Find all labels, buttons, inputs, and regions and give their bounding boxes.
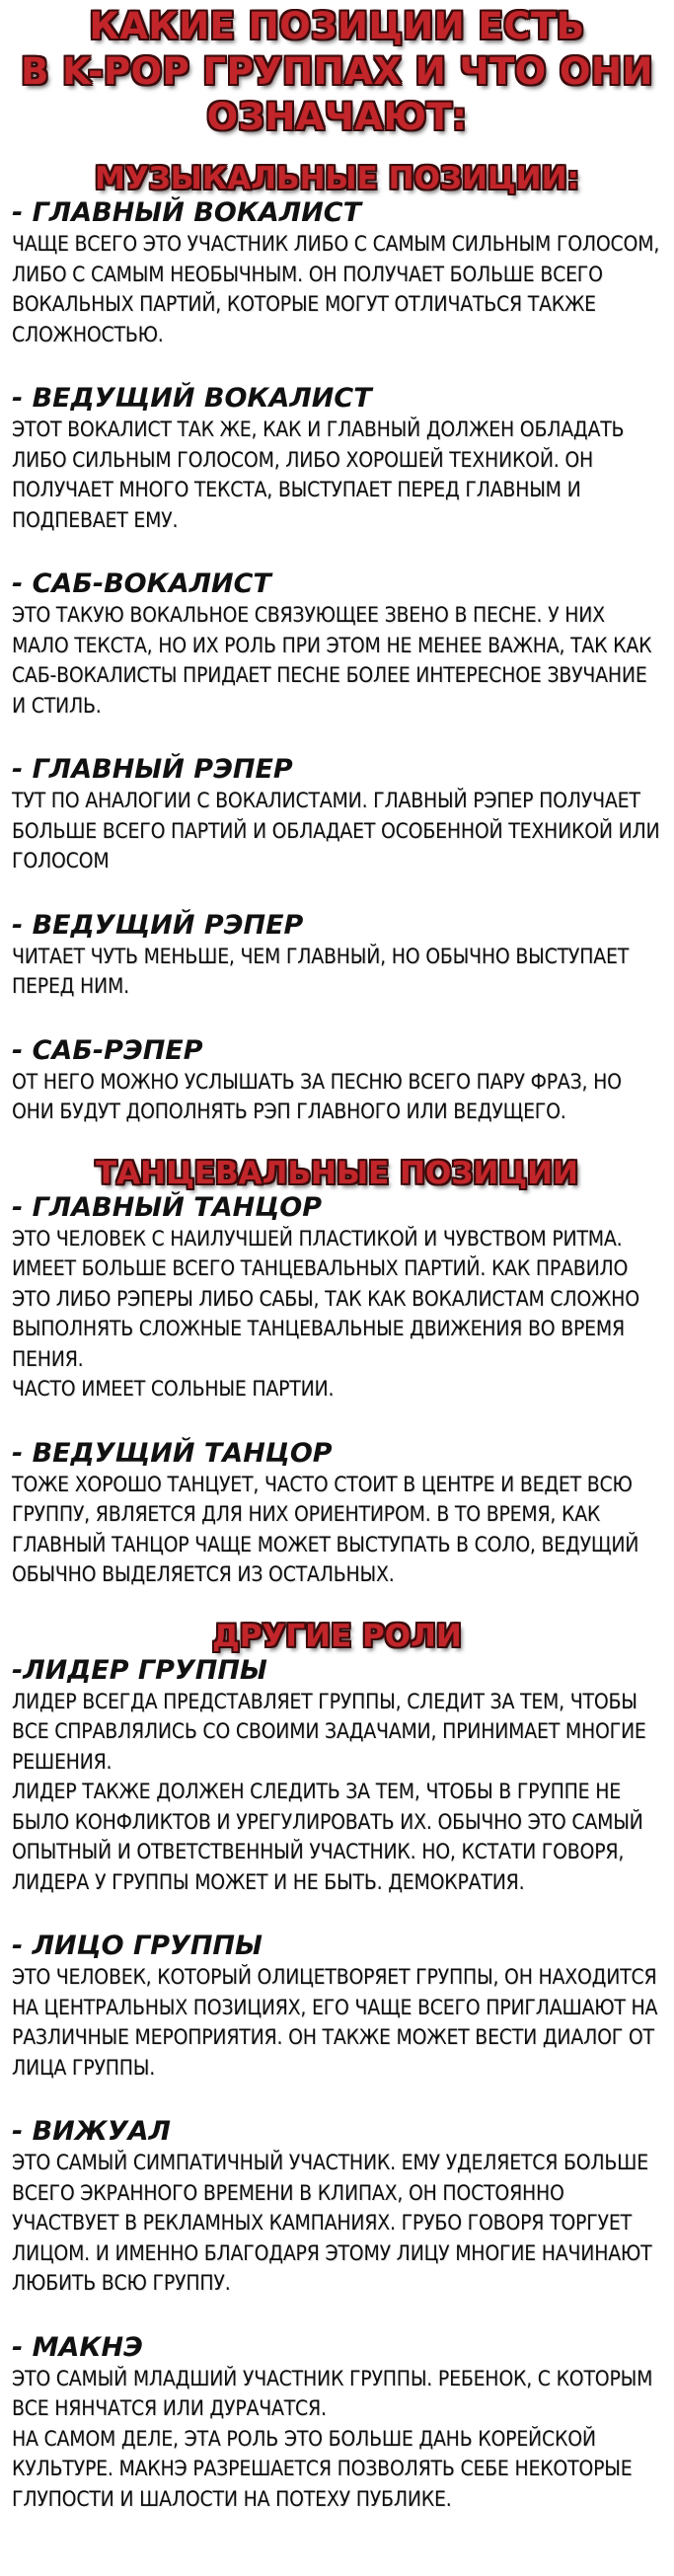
role-block — [12, 1931, 662, 2083]
role-paragraph: ЭТО ЧЕЛОВЕК, КОТОРЫЙ ОЛИЦЕТВОРЯЕТ ГРУППЫ, ОН НАХОДИТСЯ НА ЦЕНТРАЛЬНЫХ ПОЗИЦИЯХ, ЕГО ЧАЩЕ ВСЕГО ПРИГЛАШАЮТ НА РАЗЛИЧНЫЕ МЕРОПРИЯТИЯ. ОН ТАКЖЕ МОЖЕТ ВЕСТИ ДИАЛОГ ОТ ЛИЦА ГРУППЫ. — [12, 1965, 658, 2080]
title-line: ОЗНАЧАЮТ: — [206, 96, 468, 138]
role-spacer — [12, 1897, 662, 1931]
role-title: - ГЛАВНЫЙ ТАНЦОР — [12, 1191, 322, 1223]
section-spacer — [12, 1590, 662, 1618]
section-heading: ТАНЦЕВАЛЬНЫЕ ПОЗИЦИИ — [96, 1155, 578, 1191]
role-description — [12, 229, 662, 349]
role-spacer — [12, 720, 662, 754]
role-block — [12, 1438, 662, 1590]
role-title: - ГЛАВНЫЙ ВОКАЛИСТ — [12, 197, 362, 228]
role-description — [12, 1067, 662, 1127]
role-block — [12, 2116, 662, 2299]
role-paragraph: ЭТО ТАКУЮ ВОКАЛЬНОЕ СВЯЗУЮЩЕЕ ЗВЕНО В ПЕСНЕ. У НИХ МАЛО ТЕКСТА, НО ИХ РОЛЬ ПРИ ЭТОМ НЕ МЕНЕЕ ВАЖНА, ТАК КАК САБ-ВОКАЛИСТЫ ПРИДАЕТ ПЕСНЕ БОЛЕЕ ИНТЕРЕСНОЕ ЗВУЧАНИЕ И СТИЛЬ. — [12, 603, 652, 718]
role-spacer — [12, 2299, 662, 2332]
role-paragraph: ЧИТАЕТ ЧУТЬ МЕНЬШЕ, ЧЕМ ГЛАВНЫЙ, НО ОБЫЧНО ВЫСТУПАЕТ ПЕРЕД НИМ. — [12, 944, 630, 998]
role-title: - МАКНЭ — [12, 2331, 143, 2363]
role-block — [12, 910, 662, 1002]
role-title: - ВЕДУЩИЙ ВОКАЛИСТ — [12, 383, 372, 414]
role-paragraph: ОТ НЕГО МОЖНО УСЛЫШАТЬ ЗА ПЕСНЮ ВСЕГО ПАРУ ФРАЗ, НО ОНИ БУДУТ ДОПОЛНЯТЬ РЭП ГЛАВНОГО ИЛИ ВЕДУЩЕГО. — [12, 1069, 622, 1123]
title-line: В K-POP ГРУППАХ И ЧТО ОНИ — [21, 50, 653, 93]
title-line: КАКИЕ ПОЗИЦИИ ЕСТЬ — [89, 5, 585, 47]
role-paragraph: ЛИДЕР ВСЕГДА ПРЕДСТАВЛЯЕТ ГРУППЫ, СЛЕДИТ ЗА ТЕМ, ЧТОБЫ ВСЕ СПРАВЛЯЛИСЬ СО СВОИМИ ЗАДАЧАМИ, ПРИНИМАЕТ МНОГИЕ РЕШЕНИЯ. — [12, 1689, 646, 1774]
role-paragraph: ЭТОТ ВОКАЛИСТ ТАК ЖЕ, КАК И ГЛАВНЫЙ ДОЛЖЕН ОБЛАДАТЬ ЛИБО СИЛЬНЫМ ГОЛОСОМ, ЛИБО ХОРОШЕЙ ТЕХНИКОЙ. ОН ПОЛУЧАЕТ МНОГО ТЕКСТА, ВЫСТУПАЕТ ПЕРЕД ГЛАВНЫМ И ПОДПЕВАЕТ ЕМУ. — [12, 417, 625, 532]
role-block — [12, 383, 662, 535]
role-paragraph: ЭТО САМЫЙ СИМПАТИЧНЫЙ УЧАСТНИК. ЕМУ УДЕЛЯЕТСЯ БОЛЬШЕ ВСЕГО ЭКРАННОГО ВРЕМЕНИ В КЛИПАХ, ОН ПОСТОЯННО УЧАСТВУЕТ В РЕКЛАМНЫХ КАМПАНИЯХ. ГРУБО ГОВОРЯ ТОРГУЕТ ЛИЦОМ. И ИМЕННО БЛАГОДАРЯ ЭТОМУ ЛИЦУ МНОГИЕ НАЧИНАЮТ ЛЮБИТЬ ВСЮ ГРУППУ. — [12, 2151, 652, 2295]
role-block — [12, 568, 662, 720]
role-spacer — [12, 535, 662, 568]
role-block — [12, 197, 662, 349]
role-description — [12, 600, 662, 720]
section-heading: ДРУГИЕ РОЛИ — [212, 1618, 462, 1654]
role-block — [12, 1655, 662, 1898]
role-spacer — [12, 1404, 662, 1438]
role-description — [12, 1470, 662, 1590]
role-title: - ЛИЦО ГРУППЫ — [12, 1931, 263, 1961]
role-paragraph: ЭТО ЧЕЛОВЕК С НАИЛУЧШЕЙ ПЛАСТИКОЙ И ЧУВСТВОМ РИТМА. ИМЕЕТ БОЛЬШЕ ВСЕГО ТАНЦЕВАЛЬНЫХ ПАРТИЙ. КАК ПРАВИЛО ЭТО ЛИБО РЭПЕРЫ ЛИБО САБЫ, ТАК КАК ВОКАЛИСТАМ СЛОЖНО ВЫПОЛНЯТЬ СЛОЖНЫЕ ТАНЦЕВАЛЬНЫЕ ДВИЖЕНИЯ ВО ВРЕМЯ ПЕНИЯ. — [12, 1226, 639, 1371]
role-title: - ВИЖУАЛ — [12, 2116, 171, 2147]
role-title: - САБ-ВОКАЛИСТ — [12, 568, 271, 599]
role-block — [12, 1192, 662, 1404]
role-paragraph: НА САМОМ ДЕЛЕ, ЭТА РОЛЬ ЭТО БОЛЬШЕ ДАНЬ КОРЕЙСКОЙ КУЛЬТУРЕ. МАКНЭ РАЗРЕШАЕТСЯ ПОЗВОЛЯТЬ СЕБЕ НЕКОТОРЫЕ ГЛУПОСТИ И ШАЛОСТИ НА ПОТЕХУ ПУБЛИКЕ. — [12, 2426, 633, 2511]
role-description — [12, 1962, 662, 2083]
page-title — [12, 4, 662, 140]
role-paragraph: ЭТО САМЫЙ МЛАДШИЙ УЧАСТНИК ГРУППЫ. РЕБЕНОК, С КОТОРЫМ ВСЕ НЯНЧАТСЯ ИЛИ ДУРАЧАТСЯ. — [12, 2366, 653, 2420]
role-paragraph: ЧАЩЕ ВСЕГО ЭТО УЧАСТНИК ЛИБО С САМЫМ СИЛЬНЫМ ГОЛОСОМ, ЛИБО С САМЫМ НЕОБЫЧНЫМ. ОН ПОЛУЧАЕТ БОЛЬШЕ ВСЕГО ВОКАЛЬНЫХ ПАРТИЙ, КОТОРЫЕ МОГУТ ОТЛИЧАТЬСЯ ТАКЖЕ СЛОЖНОСТЬЮ. — [12, 232, 660, 346]
role-description — [12, 942, 662, 1002]
section-heading: МУЗЫКАЛЬНЫЕ ПОЗИЦИИ: — [95, 161, 579, 196]
role-block — [12, 754, 662, 876]
role-spacer — [12, 1002, 662, 1035]
role-spacer — [12, 349, 662, 383]
role-title: - САБ-РЭПЕР — [12, 1034, 203, 1066]
role-title: -ЛИДЕР ГРУППЫ — [12, 1654, 267, 1686]
role-paragraph: ТУТ ПО АНАЛОГИИ С ВОКАЛИСТАМИ. ГЛАВНЫЙ РЭПЕР ПОЛУЧАЕТ БОЛЬШЕ ВСЕГО ПАРТИЙ И ОБЛАДАЕТ ОСОБЕННОЙ ТЕХНИКОЙ ИЛИ ГОЛОСОМ — [12, 789, 660, 872]
role-description — [12, 786, 662, 876]
sections-container — [12, 160, 662, 2514]
role-description — [12, 2364, 662, 2515]
role-title: - ВЕДУЩИЙ РЭПЕР — [12, 909, 304, 941]
role-paragraph: ЧАСТО ИМЕЕТ СОЛЬНЫЕ ПАРТИИ. — [12, 1377, 335, 1401]
role-description — [12, 1687, 662, 1898]
role-description — [12, 2148, 662, 2299]
role-description — [12, 1224, 662, 1404]
role-title: - ГЛАВНЫЙ РЭПЕР — [12, 754, 293, 785]
role-description — [12, 415, 662, 535]
role-spacer — [12, 876, 662, 910]
role-block — [12, 2332, 662, 2515]
section-spacer — [12, 1127, 662, 1155]
role-block — [12, 1035, 662, 1127]
role-spacer — [12, 2083, 662, 2116]
role-paragraph: ЛИДЕР ТАКЖЕ ДОЛЖЕН СЛЕДИТЬ ЗА ТЕМ, ЧТОБЫ В ГРУППЕ НЕ БЫЛО КОНФЛИКТОВ И УРЕГУЛИРОВАТЬ ИХ. ОБЫЧНО ЭТО САМЫЙ ОПЫТНЫЙ И ОТВЕТСТВЕННЫЙ УЧАСТНИК. НО, КСТАТИ ГОВОРЯ, ЛИДЕРА У ГРУППЫ МОЖЕТ И НЕ БЫТЬ. ДЕМОКРАТИЯ. — [12, 1780, 643, 1894]
role-title: - ВЕДУЩИЙ ТАНЦОР — [12, 1437, 333, 1469]
role-paragraph: ТОЖЕ ХОРОШО ТАНЦУЕТ, ЧАСТО СТОИТ В ЦЕНТРЕ И ВЕДЕТ ВСЮ ГРУППУ, ЯВЛЯЕТСЯ ДЛЯ НИХ ОРИЕНТИРОМ. В ТО ВРЕМЯ, КАК ГЛАВНЫЙ ТАНЦОР ЧАЩЕ МОЖЕТ ВЫСТУПАТЬ В СОЛО, ВЕДУЩИЙ ОБЫЧНО ВЫДЕЛЯЕТСЯ ИЗ ОСТАЛЬНЫХ. — [12, 1472, 639, 1586]
